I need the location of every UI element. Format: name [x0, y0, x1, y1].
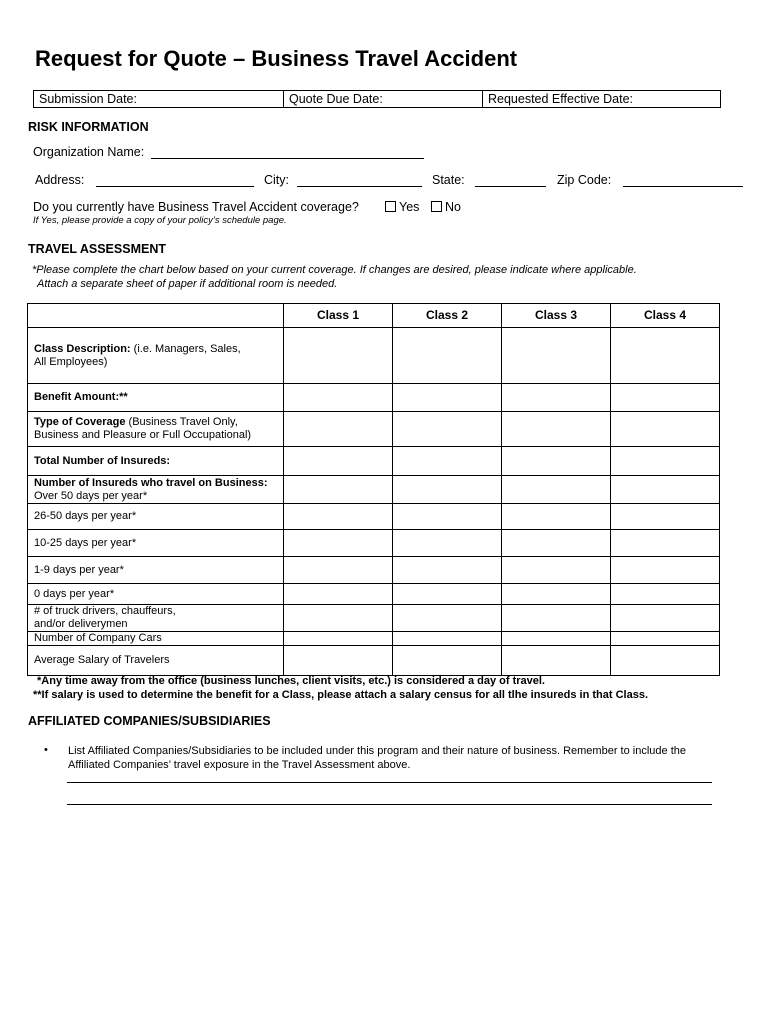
row-label-text: (i.e. Managers, Sales,	[130, 342, 241, 355]
no-checkbox[interactable]	[431, 201, 442, 212]
class-3-input-cell[interactable]	[502, 646, 611, 676]
footnotes	[33, 674, 648, 702]
row-label-line-1	[34, 588, 277, 601]
class-3-input-cell[interactable]	[502, 557, 611, 584]
row-label-cell	[28, 328, 284, 384]
row-label-cell	[28, 504, 284, 530]
affiliated-companies-heading: AFFILIATED COMPANIES/SUBSIDIARIES	[28, 714, 271, 728]
class-2-input-cell[interactable]	[393, 584, 502, 605]
row-label-bold: Type of Coverage	[34, 416, 126, 428]
row-label-line-2: Over 50 days per year*	[34, 489, 148, 502]
row-label-line-1	[34, 564, 277, 577]
class-1-input-cell[interactable]	[284, 447, 393, 476]
address-input[interactable]	[96, 186, 254, 187]
zip-code-input[interactable]	[623, 186, 743, 187]
class-1-input-cell[interactable]	[284, 632, 393, 646]
state-input[interactable]	[475, 186, 546, 187]
class-1-input-cell[interactable]	[284, 504, 393, 530]
class-3-input-cell[interactable]	[502, 447, 611, 476]
affiliated-line-1: List Affiliated Companies/Subsidiaries to be included under this program and their nature of business. Remember to include the	[68, 745, 686, 757]
row-label-cell	[28, 584, 284, 605]
row-label-line-1	[34, 391, 277, 404]
table-row	[28, 384, 720, 412]
class-2-input-cell[interactable]	[393, 384, 502, 412]
class-2-input-cell[interactable]	[393, 328, 502, 384]
class-2-input-cell[interactable]	[393, 504, 502, 530]
class-4-input-cell[interactable]	[611, 476, 720, 504]
row-label-cell	[28, 476, 284, 504]
travel-instructions	[32, 263, 637, 291]
row-label-line-1	[34, 654, 277, 667]
quote-due-date-field[interactable]: Quote Due Date:	[284, 91, 483, 107]
class-2-input-cell[interactable]	[393, 632, 502, 646]
class-4-header: Class 4	[611, 304, 720, 328]
class-4-input-cell[interactable]	[611, 646, 720, 676]
submission-date-field[interactable]: Submission Date:	[34, 91, 284, 107]
organization-name-input[interactable]	[151, 158, 424, 159]
class-3-input-cell[interactable]	[502, 328, 611, 384]
class-2-header: Class 2	[393, 304, 502, 328]
class-3-input-cell[interactable]	[502, 632, 611, 646]
form-title: Request for Quote – Business Travel Accident	[35, 46, 518, 71]
class-1-input-cell[interactable]	[284, 530, 393, 557]
row-label-cell	[28, 646, 284, 676]
address-label: Address:	[35, 173, 85, 187]
footnote-day-of-travel: *Any time away from the office (business lunches, client visits, etc.) is considered a day of travel.	[37, 675, 545, 687]
table-row	[28, 557, 720, 584]
city-input[interactable]	[297, 186, 422, 187]
class-4-input-cell[interactable]	[611, 605, 720, 632]
row-label-cell	[28, 557, 284, 584]
class-3-input-cell[interactable]	[502, 412, 611, 447]
row-label-text: 0 days per year*	[34, 587, 115, 600]
class-1-input-cell[interactable]	[284, 412, 393, 447]
class-4-input-cell[interactable]	[611, 412, 720, 447]
row-label-line-2: Business and Pleasure or Full Occupational)	[34, 429, 252, 441]
class-4-input-cell[interactable]	[611, 530, 720, 557]
class-2-input-cell[interactable]	[393, 476, 502, 504]
row-label-text: # of truck drivers, chauffeurs,	[34, 605, 176, 617]
table-row	[28, 584, 720, 605]
yes-checkbox[interactable]	[385, 201, 396, 212]
row-label-cell	[28, 605, 284, 632]
affiliated-answer-line-2[interactable]	[67, 804, 712, 805]
row-label-line-1	[34, 416, 277, 429]
zip-code-label: Zip Code:	[557, 173, 612, 187]
row-label-line-1	[34, 537, 277, 550]
table-row	[28, 530, 720, 557]
class-3-input-cell[interactable]	[502, 530, 611, 557]
class-4-input-cell[interactable]	[611, 584, 720, 605]
class-1-header: Class 1	[284, 304, 393, 328]
row-label-line-2: All Employees)	[34, 355, 108, 368]
date-fields-bar	[33, 90, 721, 108]
class-1-input-cell[interactable]	[284, 646, 393, 676]
row-label-line-1	[34, 477, 277, 490]
header-blank-cell	[28, 304, 284, 328]
requested-effective-date-field[interactable]: Requested Effective Date:	[488, 92, 633, 106]
row-label-bold: Total Number of Insureds:	[34, 454, 171, 467]
class-2-input-cell[interactable]	[393, 447, 502, 476]
row-label-text: 1-9 days per year*	[34, 563, 124, 576]
row-label-line-1	[34, 455, 277, 468]
class-2-input-cell[interactable]	[393, 646, 502, 676]
row-label-cell	[28, 384, 284, 412]
no-option[interactable]	[431, 200, 461, 214]
row-label-line-2: and/or deliverymen	[34, 618, 128, 630]
state-label: State:	[432, 173, 465, 187]
row-label-bold: Class Description:	[34, 342, 131, 355]
class-4-input-cell[interactable]	[611, 447, 720, 476]
row-label-cell	[28, 530, 284, 557]
no-label: No	[445, 200, 461, 214]
table-row	[28, 447, 720, 476]
class-2-input-cell[interactable]	[393, 557, 502, 584]
class-1-input-cell[interactable]	[284, 557, 393, 584]
row-label-line-1	[34, 343, 277, 356]
row-label-cell	[28, 412, 284, 447]
class-3-header: Class 3	[502, 304, 611, 328]
table-row	[28, 504, 720, 530]
bullet-icon: •	[44, 744, 48, 756]
row-label-line-1	[34, 632, 277, 645]
yes-option[interactable]	[385, 200, 419, 214]
class-4-input-cell[interactable]	[611, 384, 720, 412]
table-row	[28, 646, 720, 676]
row-label-text: Number of Company Cars	[34, 632, 162, 644]
class-3-input-cell[interactable]	[502, 476, 611, 504]
class-3-input-cell[interactable]	[502, 384, 611, 412]
instruction-line-2: Attach a separate sheet of paper if additional room is needed.	[37, 278, 338, 290]
coverage-question: Do you currently have Business Travel Accident coverage?	[33, 200, 359, 214]
organization-name-label: Organization Name:	[33, 145, 145, 159]
class-1-input-cell[interactable]	[284, 584, 393, 605]
row-label-bold: Benefit Amount:**	[34, 391, 128, 403]
class-3-input-cell[interactable]	[502, 605, 611, 632]
travel-assessment-heading: TRAVEL ASSESSMENT	[28, 242, 166, 256]
affiliated-answer-line-1[interactable]	[67, 782, 712, 783]
instruction-line-1: *Please complete the chart below based on your current coverage. If changes are desired, please indicate where applicable.	[32, 264, 637, 276]
yes-label: Yes	[399, 200, 420, 214]
class-2-input-cell[interactable]	[393, 412, 502, 447]
table-row	[28, 412, 720, 447]
table-row	[28, 328, 720, 384]
row-label-cell	[28, 632, 284, 646]
affiliated-line-2: Affiliated Companies’ travel exposure in the Travel Assessment above.	[68, 759, 411, 771]
class-1-input-cell[interactable]	[284, 605, 393, 632]
row-label-text: 10-25 days per year*	[34, 536, 137, 549]
row-label-cell	[28, 447, 284, 476]
class-4-input-cell[interactable]	[611, 632, 720, 646]
travel-assessment-table	[27, 303, 720, 676]
affiliated-instructions	[68, 744, 718, 772]
class-1-input-cell[interactable]	[284, 476, 393, 504]
class-4-input-cell[interactable]	[611, 557, 720, 584]
table-row	[28, 476, 720, 504]
class-3-input-cell[interactable]	[502, 504, 611, 530]
class-1-input-cell[interactable]	[284, 328, 393, 384]
risk-information-heading: RISK INFORMATION	[28, 120, 149, 134]
class-3-input-cell[interactable]	[502, 584, 611, 605]
class-2-input-cell[interactable]	[393, 530, 502, 557]
row-label-line-1	[34, 605, 277, 618]
coverage-note: If Yes, please provide a copy of your policy’s schedule page.	[33, 215, 287, 226]
class-4-input-cell[interactable]	[611, 328, 720, 384]
class-1-input-cell[interactable]	[284, 384, 393, 412]
city-label: City:	[264, 173, 289, 187]
table-header-row	[28, 304, 720, 328]
footnote-salary-census: **If salary is used to determine the benefit for a Class, please attach a salary census for all tlhe insureds in that Class.	[33, 689, 648, 701]
table-row	[28, 605, 720, 632]
table-row	[28, 632, 720, 646]
row-label-text: Average Salary of Travelers	[34, 654, 170, 666]
row-label-text: 26-50 days per year*	[34, 510, 137, 522]
row-label-line-1	[34, 510, 277, 523]
class-2-input-cell[interactable]	[393, 605, 502, 632]
row-label-bold: Number of Insureds who travel on Business:	[34, 476, 268, 489]
class-4-input-cell[interactable]	[611, 504, 720, 530]
row-label-text: (Business Travel Only,	[125, 416, 238, 428]
